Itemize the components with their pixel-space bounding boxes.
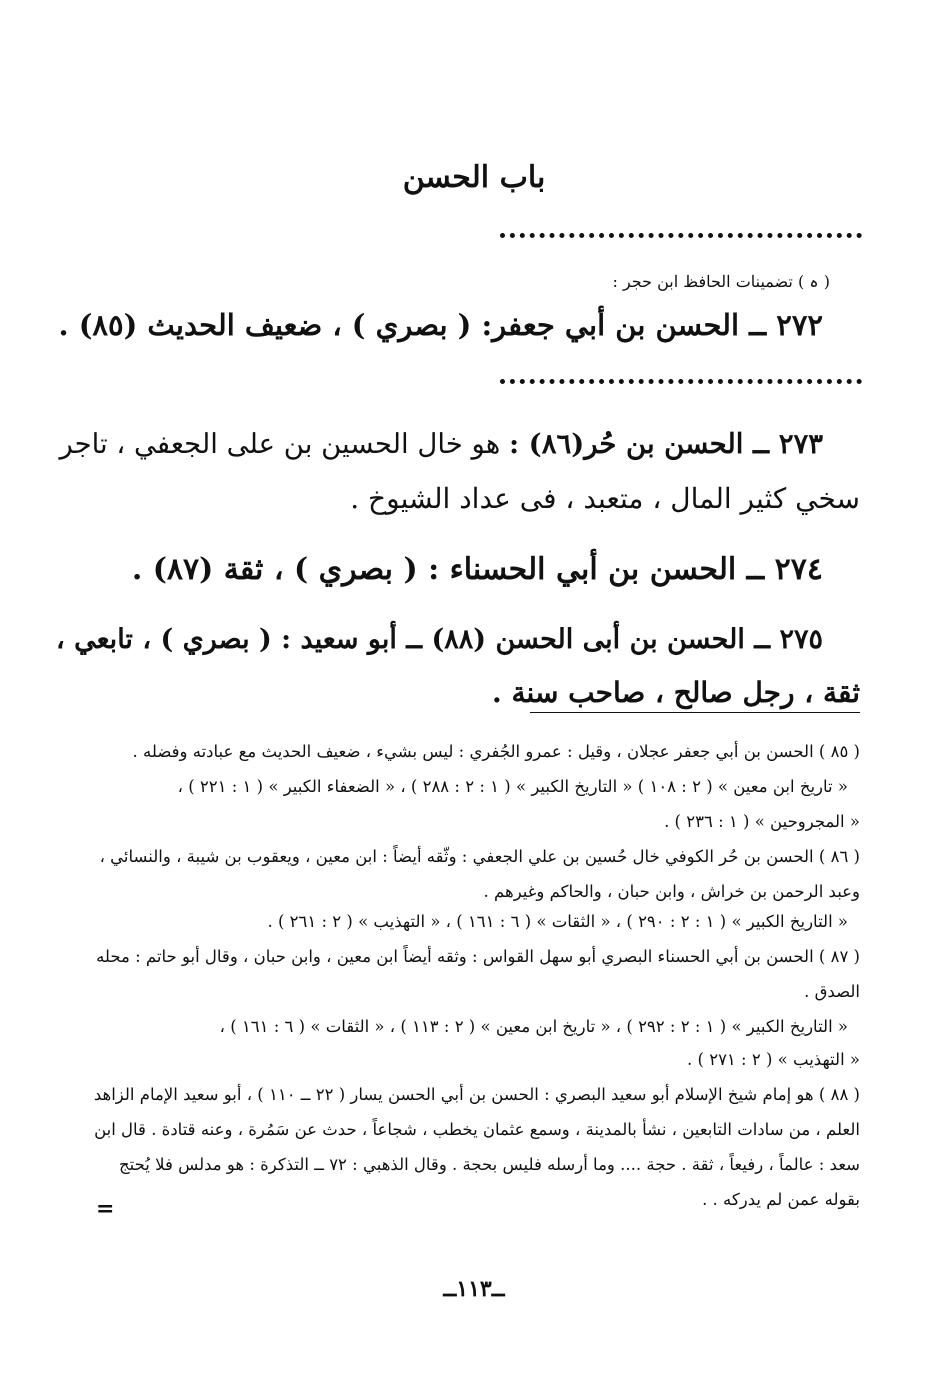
footnote-line: « المجروحين » ( ١ : ٢٣٦ ) . bbox=[664, 812, 860, 831]
entry-273 bbox=[59, 428, 823, 460]
footnote-line: وعبد الرحمن بن خراش ، وابن حبان ، والحاكم وغيرهم . bbox=[483, 882, 860, 901]
footnote-line: « تاريخ ابن معين » ( ٢ : ١٠٨ ) « التاريخ الكبير » ( ١ : ٢ : ٢٨٨ ) ، « الضعفاء الكبير » ( ١ : ٢٢١ ) ، bbox=[177, 777, 848, 796]
footnote-line: ( ٨٧ ) الحسن بن أبي الحسناء البصري أبو سهل القواس : وثقه أيضاً ابن معين ، وابن حبان ، وقال أبو حاتم : محله bbox=[96, 947, 860, 966]
footnote-line: « التهذيب » ( ٢ : ٢٧١ ) . bbox=[687, 1050, 860, 1069]
entry-number: ٢٧٤ ــ bbox=[746, 552, 823, 587]
entry-275-line2: ثقة ، رجل صالح ، صاحب سنة . bbox=[491, 676, 860, 709]
footnote-line: الصدق . bbox=[804, 982, 860, 1001]
entry-text: ( بصري ) ، ثقة (٨٧) . bbox=[131, 552, 429, 587]
dotted-separator-bottom bbox=[500, 379, 862, 384]
entry-name: الحسن بن أبي الحسناء : bbox=[428, 552, 737, 587]
entry-text: ( بصري ) ، تابعي ، bbox=[56, 624, 282, 655]
footnote-line: سعد : عالماً ، رفيعاً ، ثقة . حجة .... وما أرسله فليس بحجة . وقال الذهبي : ٧٢ ــ التذكرة : هو مدلس فلا يُحتج bbox=[118, 1155, 860, 1174]
page-number: ــ١١٣ــ bbox=[443, 1276, 505, 1302]
entry-275 bbox=[56, 624, 823, 655]
entry-273-line2: سخي كثير المال ، متعبد ، فى عداد الشيوخ . bbox=[350, 482, 860, 515]
dotted-separator-top bbox=[500, 233, 862, 238]
footnote-line: العلم ، من سادات التابعين ، نشأ بالمدينة ، وسمع عثمان يخطب ، شجاعاً ، حدث عن سَمُرة ، وعنه قتادة . قال ابن bbox=[94, 1120, 860, 1139]
entry-name: الحسن بن أبي جعفر: bbox=[481, 308, 740, 342]
footnote-rule bbox=[530, 712, 860, 713]
footnote-line: « التاريخ الكبير » ( ١ : ٢ : ٢٩٢ ) ، « تاريخ ابن معين » ( ٢ : ١١٣ ) ، « الثقات » ( ٦ : ١٦١ ) ، bbox=[219, 1017, 848, 1036]
entry-name: الحسن بن أبى الحسن (٨٨) ــ أبو سعيد : bbox=[281, 624, 745, 655]
footnote-line: ( ٨٥ ) الحسن بن أبي جعفر عجلان ، وقيل : عمرو الجُفري : ليس بشيء ، ضعيف الحديث مع عبادته وفضله . bbox=[132, 742, 860, 761]
entry-272 bbox=[59, 308, 824, 342]
entry-number: ٢٧٥ ــ bbox=[754, 624, 823, 655]
entry-274 bbox=[132, 552, 823, 587]
footnote-line: « التاريخ الكبير » ( ١ : ٢ : ٢٩٠ ) ، « الثقات » ( ٦ : ١٦١ ) ، « التهذيب » ( ٢ : ٢٦١ ) . bbox=[267, 912, 848, 931]
footnote-line: بقوله عمن لم يدركه . . bbox=[702, 1190, 860, 1209]
entry-number: ٢٧٢ ــ bbox=[749, 308, 823, 342]
entry-name: الحسن بن حُر(٨٦) : bbox=[508, 428, 744, 460]
entry-text: ( بصري ) ، ضعيف الحديث (٨٥) . bbox=[58, 308, 482, 342]
page-title: باب الحسن bbox=[402, 160, 546, 195]
footnote-line: ( ٨٨ ) هو إمام شيخ الإسلام أبو سعيد البصري : الحسن بن أبي الحسن يسار ( ٢٢ ــ ١١٠ ) ، أبو سعيد الإمام الزاهد bbox=[93, 1085, 860, 1104]
inserted-note-label: ( ہ ) تضمينات الحافظ ابن حجر : bbox=[612, 272, 830, 291]
entry-number: ٢٧٣ ــ bbox=[753, 428, 823, 460]
continuation-mark: = bbox=[96, 1196, 115, 1222]
entry-text: هو خال الحسين بن على الجعفي ، تاجر bbox=[59, 428, 509, 460]
footnote-line: ( ٨٦ ) الحسن بن حُر الكوفي خال حُسين بن علي الجعفي : وثّقه أيضاً : ابن معين ، ويعقوب بن شيبة ، والنسائي ، bbox=[99, 847, 860, 866]
